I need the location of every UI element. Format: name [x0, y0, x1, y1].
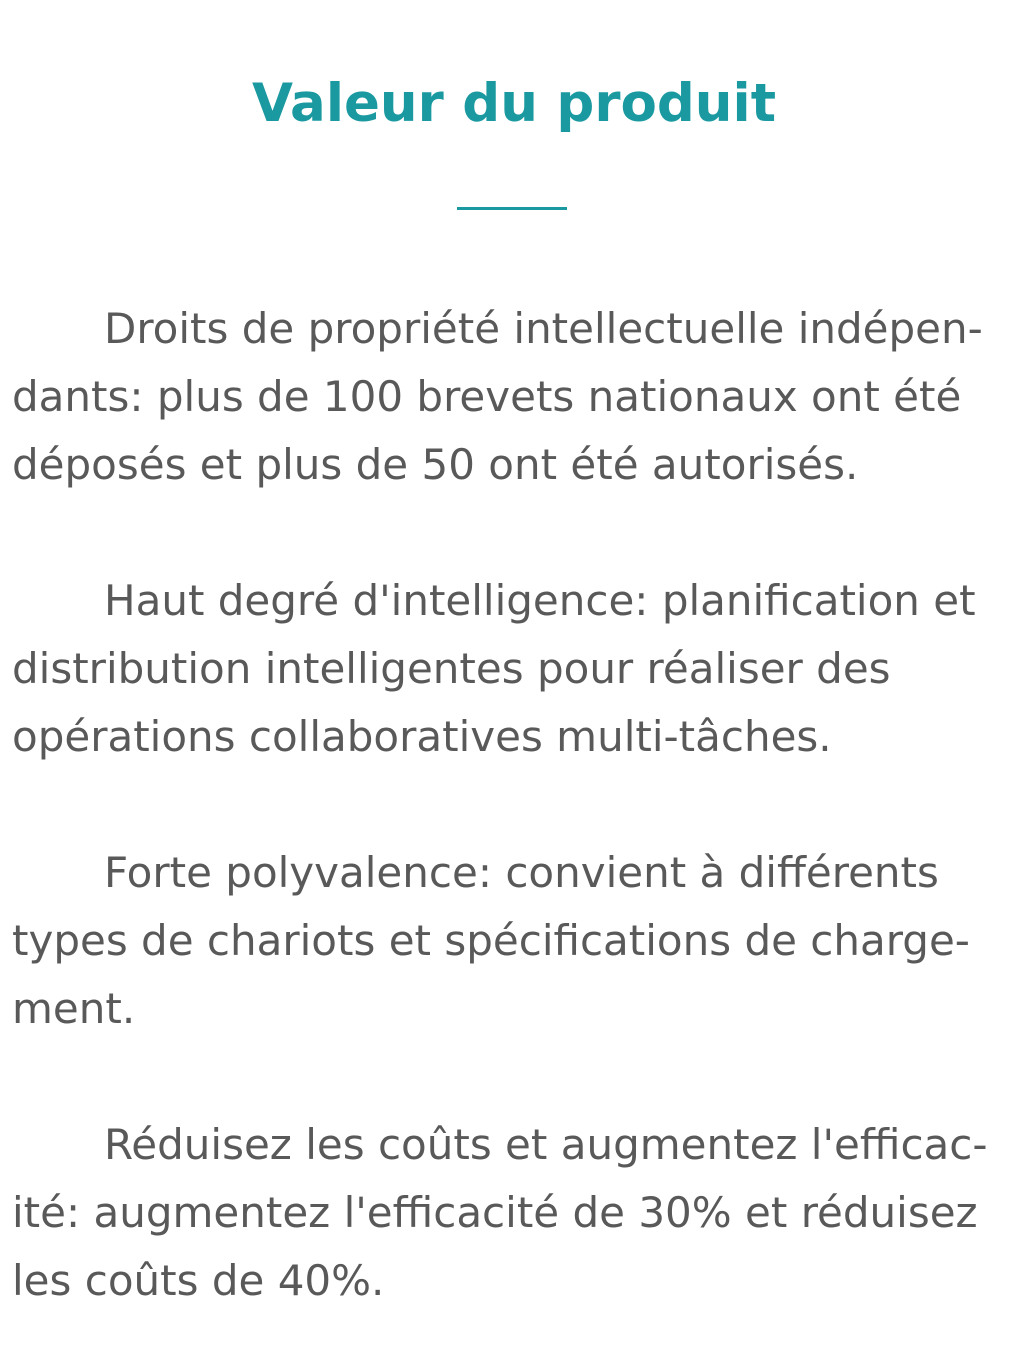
paragraph-versatility: Forte polyvalence: convient à différents types de chariots et spécifications de charge-ment.	[12, 848, 970, 1033]
paragraph-intelligence: Haut degré d'intelligence: planification et distribution intelligentes pour réaliser des opérations collaboratives multi-tâches.	[12, 576, 976, 761]
title-divider	[457, 207, 567, 210]
paragraph-cost-efficiency: Réduisez les coûts et augmentez l'efficac-ité: augmentez l'efficacité de 30% et réduisez les coûts de 40%.	[12, 1120, 988, 1305]
page-title: Valeur du produit	[251, 73, 777, 134]
paragraph-intellectual-property: Droits de propriété intellectuelle indépen-dants: plus de 100 brevets nationaux ont été déposés et plus de 50 ont été autorisés.	[12, 304, 983, 489]
